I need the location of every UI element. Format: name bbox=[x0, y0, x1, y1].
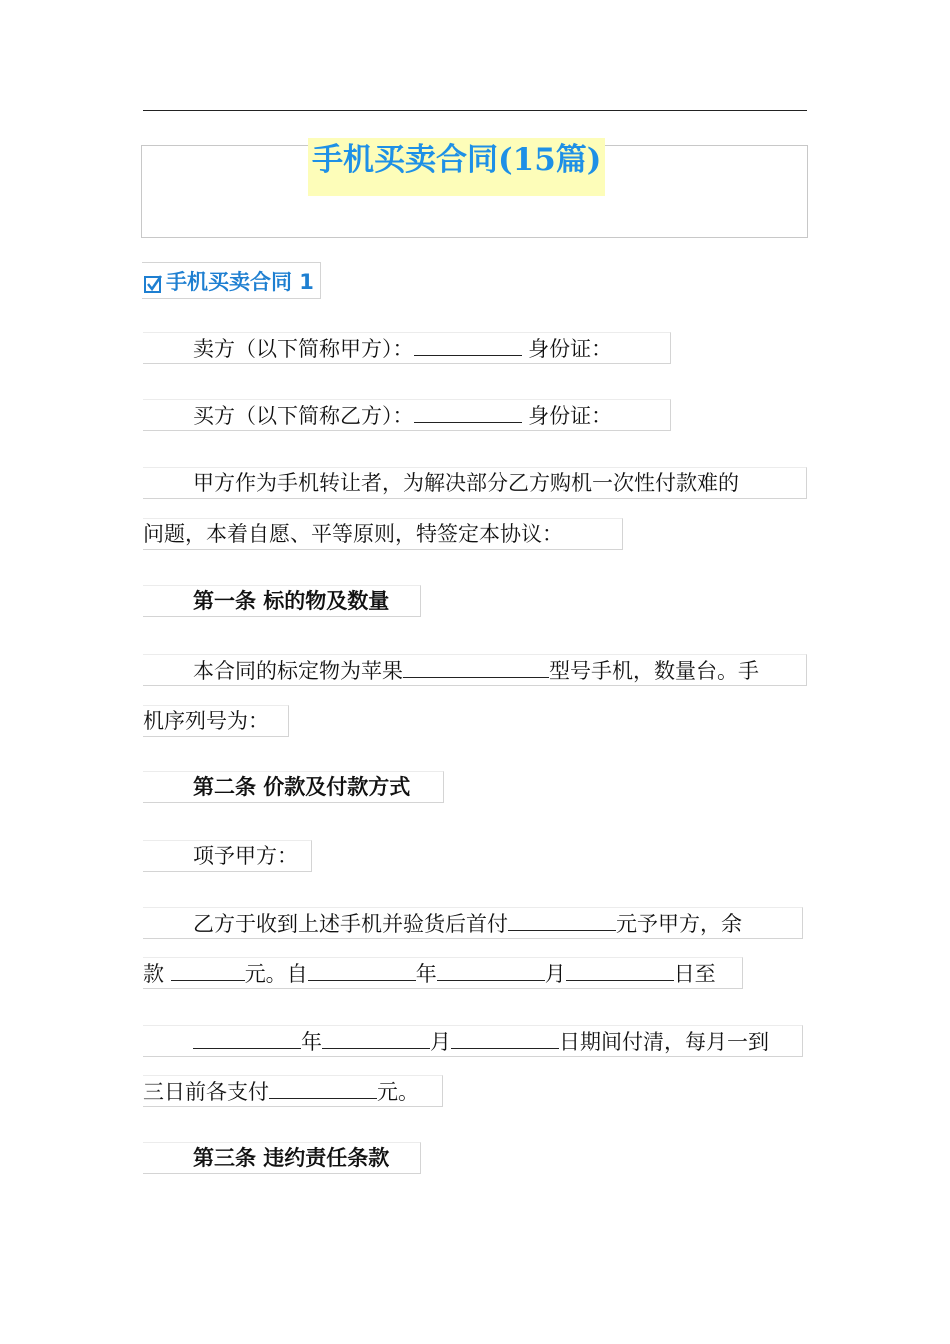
article-2-para-1: 项予甲方： bbox=[143, 840, 312, 872]
article-3-title: 第三条 违约责任条款 bbox=[143, 1142, 421, 1174]
section-heading-text: 手机买卖合同 1 bbox=[166, 269, 314, 294]
article-2-para-3-line-1: 年 月 日期间付清，每月一到 bbox=[143, 1025, 803, 1057]
down-payment-blank bbox=[508, 908, 616, 931]
end-month-blank bbox=[322, 1026, 430, 1049]
end-year-blank bbox=[193, 1026, 301, 1049]
checkbox-checked-icon bbox=[144, 275, 162, 293]
end-day-blank bbox=[451, 1026, 559, 1049]
seller-line: 卖方（以下简称甲方）： 身份证： bbox=[143, 332, 671, 364]
intro-line-2: 问题，本着自愿、平等原则，特签定本协议： bbox=[143, 518, 623, 550]
document-title: 手机买卖合同(15篇) bbox=[308, 138, 605, 196]
seller-name-blank bbox=[414, 333, 522, 356]
start-year-blank bbox=[308, 958, 416, 981]
top-rule bbox=[143, 110, 807, 111]
start-day-blank bbox=[566, 958, 674, 981]
buyer-name-blank bbox=[414, 400, 522, 423]
article-1-para-line-1: 本合同的标定物为苹果 型号手机，数量台。手 bbox=[143, 654, 807, 686]
start-month-blank bbox=[437, 958, 545, 981]
model-blank bbox=[403, 655, 549, 678]
monthly-payment-blank bbox=[269, 1076, 377, 1099]
intro-line-1: 甲方作为手机转让者，为解决部分乙方购机一次性付款难的 bbox=[143, 467, 807, 499]
section-heading bbox=[142, 262, 321, 299]
article-2-title: 第二条 价款及付款方式 bbox=[143, 771, 444, 803]
article-2-para-3-line-2: 三日前各支付 元。 bbox=[143, 1075, 443, 1107]
buyer-line: 买方（以下简称乙方）： 身份证： bbox=[143, 399, 671, 431]
article-2-para-2-line-2: 款 元。自 年 月 日至 bbox=[143, 957, 743, 989]
article-1-para-line-2: 机序列号为： bbox=[143, 705, 289, 737]
article-2-para-2-line-1: 乙方于收到上述手机并验货后首付 元予甲方，余 bbox=[143, 907, 803, 939]
balance-blank bbox=[171, 958, 245, 981]
article-1-title: 第一条 标的物及数量 bbox=[143, 585, 421, 617]
